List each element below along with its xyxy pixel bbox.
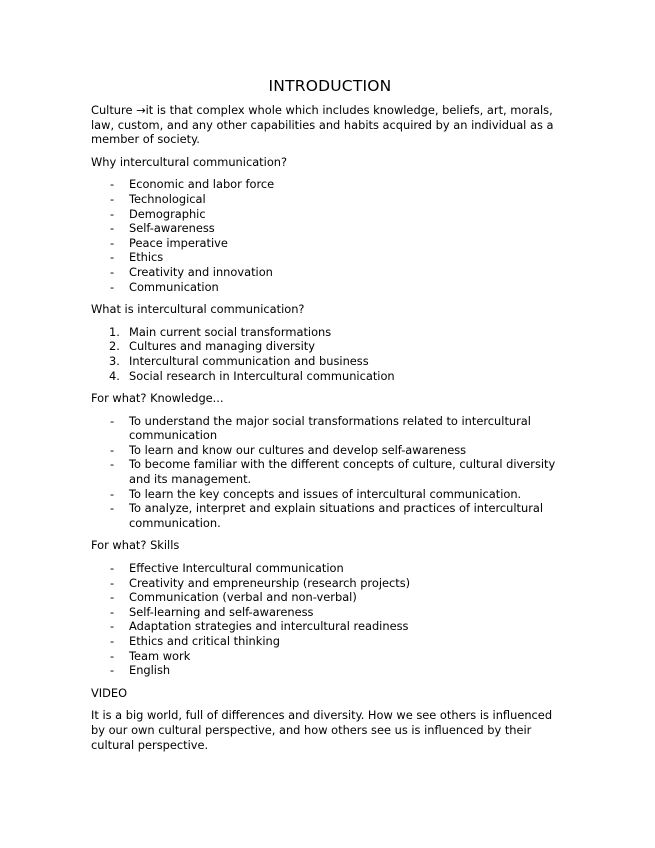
- list-item-text: Economic and labor force: [129, 177, 275, 192]
- page-title: INTRODUCTION: [268, 77, 392, 95]
- knowledge-item-5: [91, 501, 569, 530]
- dash-bullet: -: [110, 235, 115, 250]
- dash-bullet: -: [110, 177, 115, 192]
- list-item-text: Communication (verbal and non-verbal): [129, 590, 357, 605]
- skills-item-7: [91, 649, 569, 664]
- dash-bullet: -: [110, 604, 115, 619]
- list-item-text: To learn and know our cultures and develop self-awareness: [129, 442, 467, 457]
- why-list: [91, 177, 569, 294]
- list-item-text: Intercultural communication and business: [129, 353, 369, 368]
- list-item-text: Cultures and managing diversity: [129, 339, 315, 354]
- list-number: 1.: [109, 324, 120, 339]
- dash-bullet: -: [110, 501, 115, 516]
- dash-bullet: -: [110, 457, 115, 472]
- video-label: VIDEO: [91, 685, 128, 700]
- list-item-text: Team work: [129, 648, 191, 663]
- dash-bullet: -: [110, 264, 115, 279]
- dash-bullet: -: [110, 250, 115, 265]
- list-item-text: Creativity and innovation: [129, 264, 273, 279]
- dash-bullet: -: [110, 663, 115, 678]
- video-text: It is a big world, full of differences and diversity. How we see others is influenced by our own cultural perspective, and how others see us is influenced by their cultural perspective.: [91, 708, 553, 752]
- why-item-self-awareness: [91, 221, 569, 236]
- knowledge-item-4: [91, 487, 569, 502]
- knowledge-item-2: [91, 443, 569, 458]
- list-item-text: Adaptation strategies and intercultural readiness: [129, 619, 409, 634]
- knowledge-list: [91, 414, 569, 531]
- list-item-text: Ethics: [129, 250, 164, 265]
- skills-item-3: [91, 590, 569, 605]
- why-item-ethics: [91, 250, 569, 265]
- dash-bullet: -: [110, 575, 115, 590]
- list-item-text: To learn the key concepts and issues of intercultural communication.: [129, 486, 522, 501]
- list-item-text: English: [129, 663, 171, 678]
- list-number: 4.: [109, 368, 120, 383]
- list-item-text: Self-awareness: [129, 221, 215, 236]
- what-item-1: [91, 325, 569, 340]
- why-item-demographic: [91, 207, 569, 222]
- list-item-text: Technological: [129, 191, 206, 206]
- dash-bullet: -: [110, 486, 115, 501]
- list-item-text: To analyze, interpret and explain situations and practices of intercultural communication.: [129, 501, 544, 530]
- why-item-creativity: [91, 265, 569, 280]
- dash-bullet: -: [110, 634, 115, 648]
- list-number: 2.: [109, 339, 120, 354]
- dash-bullet: -: [110, 279, 115, 294]
- list-item-text: Communication: [129, 279, 219, 294]
- document-content: [91, 76, 569, 760]
- what-item-4: [91, 369, 569, 384]
- why-item-economic: [91, 177, 569, 192]
- why-item-communication: [91, 280, 569, 295]
- list-item-text: Ethics and critical thinking: [129, 634, 280, 648]
- skills-list: [91, 561, 569, 678]
- what-item-3: [91, 354, 569, 369]
- knowledge-item-1: [91, 414, 569, 443]
- what-list: [91, 325, 569, 383]
- list-item-text: Self-learning and self-awareness: [129, 604, 314, 619]
- what-heading: What is intercultural communication?: [91, 302, 305, 317]
- skills-item-4: [91, 605, 569, 620]
- skills-item-5: [91, 619, 569, 634]
- dash-bullet: -: [110, 619, 115, 634]
- dash-bullet: -: [110, 442, 115, 457]
- dash-bullet: -: [110, 413, 115, 428]
- list-item-text: To understand the major social transformations related to intercultural communication: [129, 413, 531, 443]
- what-item-2: [91, 339, 569, 354]
- why-item-peace: [91, 236, 569, 251]
- skills-item-8: [91, 663, 569, 678]
- skills-heading: For what? Skills: [91, 538, 180, 553]
- list-item-text: Main current social transformations: [129, 324, 332, 339]
- skills-item-2: [91, 576, 569, 591]
- list-item-text: Creativity and empreneurship (research projects): [129, 575, 411, 590]
- why-heading: Why intercultural communication?: [91, 154, 288, 169]
- list-item-text: To become familiar with the different concepts of culture, cultural diversity and its management.: [129, 457, 556, 487]
- dash-bullet: -: [110, 648, 115, 663]
- dash-bullet: -: [110, 221, 115, 236]
- list-item-text: Effective Intercultural communication: [129, 561, 344, 576]
- dash-bullet: -: [110, 561, 115, 576]
- list-item-text: Peace imperative: [129, 235, 228, 250]
- skills-item-6: [91, 634, 569, 649]
- why-item-technological: [91, 192, 569, 207]
- dash-bullet: -: [110, 191, 115, 206]
- list-item-text: Demographic: [129, 206, 206, 221]
- culture-definition: Culture →it is that complex whole which includes knowledge, beliefs, art, morals, law, custom, and any other capabilities and habits acquired by an individual as a member of society.: [91, 103, 554, 147]
- knowledge-heading: For what? Knowledge...: [91, 391, 224, 406]
- dash-bullet: -: [110, 206, 115, 221]
- dash-bullet: -: [110, 590, 115, 605]
- skills-item-1: [91, 561, 569, 576]
- list-number: 3.: [109, 353, 120, 368]
- list-item-text: Social research in Intercultural communication: [129, 368, 395, 383]
- knowledge-item-3: [91, 457, 569, 486]
